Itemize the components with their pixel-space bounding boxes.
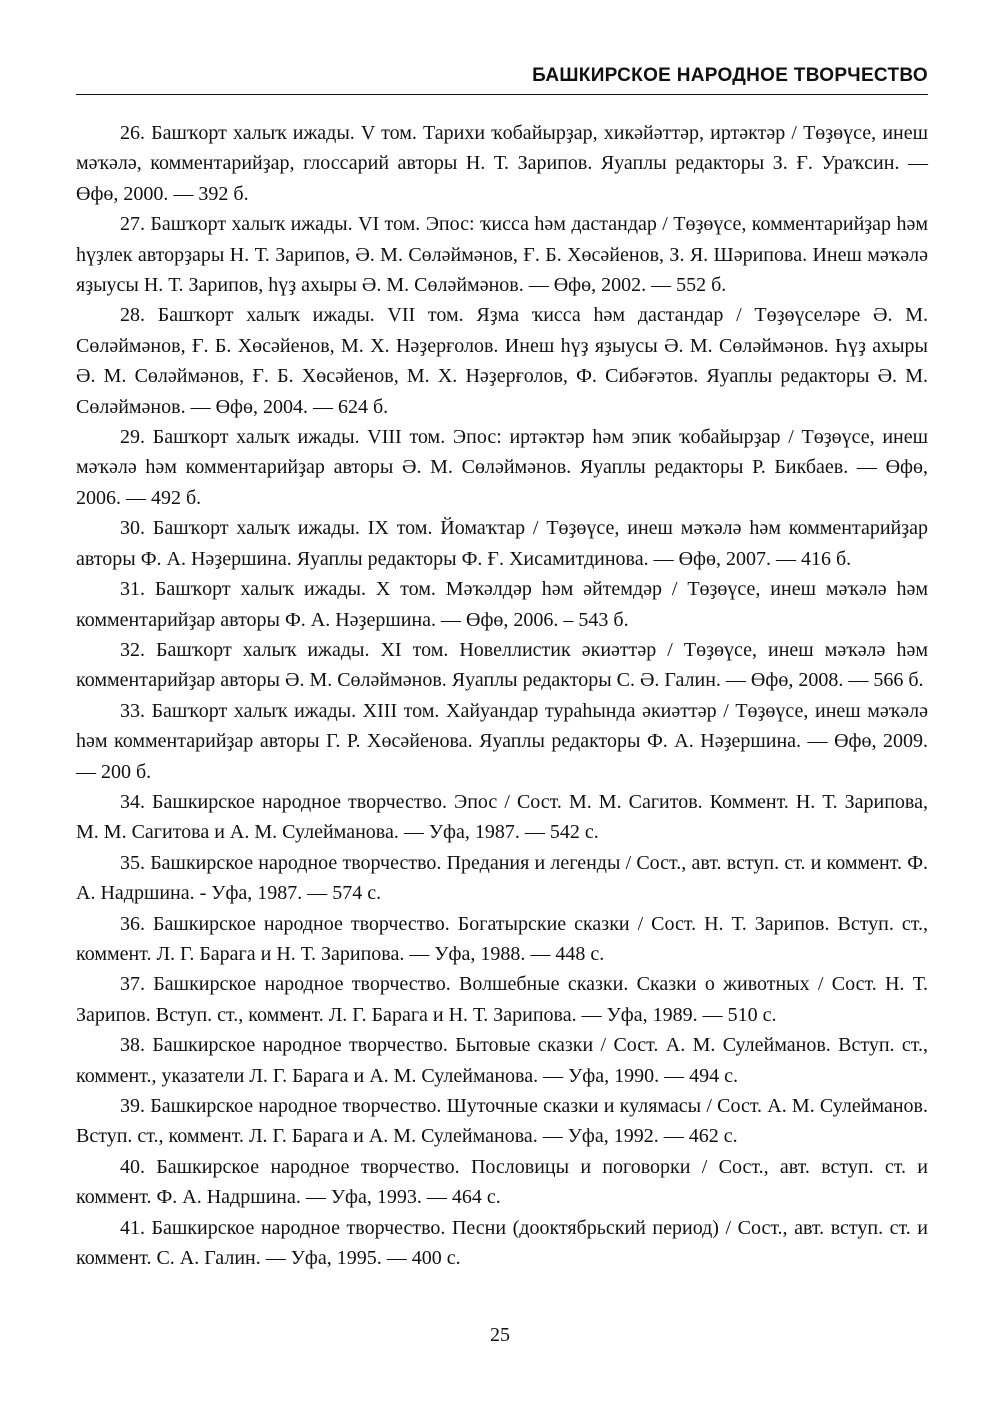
- bibliography-entry-27: 27. Башҡорт халыҡ ижады. VI том. Эпос: ҡисса һәм дастандар / Төҙөүсе, комментарийҙар һәм һүҙлек авторҙары Н. Т. Зарипов, Ә. М. Сөләймәнов, Ғ. Б. Хөсәйенов, З. Я. Шәрипова. Инеш мәҡәлә яҙыусы Н. Т. Зарипов, һүҙ ахыры Ә. М. Сөләймәнов. — Өфө, 2002. — 552 б.: [76, 213, 928, 297]
- bibliography-entry-34: 34. Башкирское народное творчество. Эпос / Сост. М. М. Сагитов. Коммент. Н. Т. Зарипова, М. М. Сагитова и А. М. Сулейманова. — Уфа, 1987. — 542 с.: [76, 790, 928, 844]
- bibliography-entry-38: 38. Башкирское народное творчество. Бытовые сказки / Сост. А. М. Сулейманов. Вступ. ст., коммент., указатели Л. Г. Барага и А. М. Сулейманова. — Уфа, 1990. — 494 с.: [76, 1034, 928, 1087]
- bibliography-entry-33: 33. Башҡорт халыҡ ижады. XIII том. Хайуандар тураһында әкиәттәр / Төҙөүсе, инеш мәҡәлә һәм комментарийҙар авторы Г. Р. Хөсәйенова. Яуаплы редакторы Ф. А. Нәҙершина. — Өфө, 2009. — 200 б.: [76, 699, 928, 783]
- page-number: 25: [490, 1324, 510, 1346]
- bibliography-entry-35: 35. Башкирское народное творчество. Предания и легенды / Сост., авт. вступ. ст. и коммент. Ф. А. Надршина. - Уфа, 1987. — 574 с.: [76, 851, 928, 905]
- bibliography-entry-39: 39. Башкирское народное творчество. Шуточные сказки и кулямасы / Сост. А. М. Сулейманов. Вступ. ст., коммент. Л. Г. Барага и А. М. Сулейманова. — Уфа, 1992. — 462 с.: [76, 1095, 928, 1148]
- bibliography-entry-36: 36. Башкирское народное творчество. Богатырские сказки / Сост. Н. Т. Зарипов. Вступ. ст., коммент. Л. Г. Барага и Н. Т. Зарипова. — Уфа, 1988. — 448 с.: [76, 912, 928, 965]
- bibliography-entry-37: 37. Башкирское народное творчество. Волшебные сказки. Сказки о животных / Сост. Н. Т. Зарипов. Вступ. ст., коммент. Л. Г. Барага и Н. Т. Зарипова. — Уфа, 1989. — 510 с.: [76, 973, 928, 1026]
- bibliography-entry-32: 32. Башҡорт халыҡ ижады. XI том. Новеллистик әкиәттәр / Төҙөүсе, инеш мәҡәлә һәм комментарийҙар авторы Ә. М. Сөләймәнов. Яуаплы редакторы С. Ә. Галин. — Өфө, 2008. — 566 б.: [76, 638, 928, 692]
- bibliography-entry-40: 40. Башкирское народное творчество. Пословицы и поговорки / Сост., авт. вступ. ст. и коммент. Ф. А. Надршина. — Уфа, 1993. — 464 с.: [76, 1155, 928, 1209]
- bibliography-entry-31: 31. Башҡорт халыҡ ижады. X том. Мәҡәлдәр һәм әйтемдәр / Төҙөүсе, инеш мәҡәлә һәм комментарийҙар авторы Ф. А. Нәҙершина. — Өфө, 2006. – 543 б.: [76, 578, 928, 631]
- bibliography-entry-41: 41. Башкирское народное творчество. Песни (дооктябрьский период) / Сост., авт. вступ. ст. и коммент. С. А. Галин. — Уфа, 1995. — 400 с.: [76, 1216, 928, 1270]
- running-header: БАШКИРСКОЕ НАРОДНОЕ ТВОРЧЕСТВО: [76, 60, 928, 95]
- bibliography-entry-29: 29. Башҡорт халыҡ ижады. VIII том. Эпос: иртәктәр һәм эпик ҡобайырҙар / Төҙөүсе, инеш мәҡәлә һәм комментарийҙар авторы Ә. М. Сөләймәнов. Яуаплы редакторы Р. Бикбаев. — Өфө, 2006. — 492 б.: [76, 426, 928, 509]
- bibliography-entry-26: 26. Башҡорт халыҡ ижады. V том. Тарихи ҡобайырҙар, хикәйәттәр, иртәктәр / Төҙөүсе, инеш мәҡәлә, комментарийҙар, глоссарий авторы Н. Т. Зарипов. Яуаплы редакторы З. Ғ. Ураҡсин. — Өфө, 2000. — 392 б.: [76, 122, 928, 205]
- bibliography-list: [76, 118, 928, 1273]
- bibliography-entry-30: 30. Башҡорт халыҡ ижады. IX том. Йомаҡтар / Төҙөүсе, инеш мәҡәлә һәм комментарийҙар авторы Ф. А. Нәҙершина. Яуаплы редакторы Ф. Ғ. Хисамитдинова. — Өфө, 2007. — 416 б.: [76, 517, 928, 570]
- bibliography-entry-28: 28. Башҡорт халыҡ ижады. VII том. Яҙма ҡисса һәм дастандар / Төҙөүселәре Ә. М. Сөләймәнов, Ғ. Б. Хөсәйенов, М. Х. Нәҙерғолов. Инеш һүҙ яҙыусы Ә. М. Сөләймәнов. Һүҙ ахыры Ә. М. Сөләймәнов, Ғ. Б. Хөсәйенов, М. Х. Нәҙерғолов, Ф. Сибәғәтов. Яуаплы редакторы Ә. М. Сөләймәнов. — Өфө, 2004. — 624 б.: [76, 304, 928, 418]
